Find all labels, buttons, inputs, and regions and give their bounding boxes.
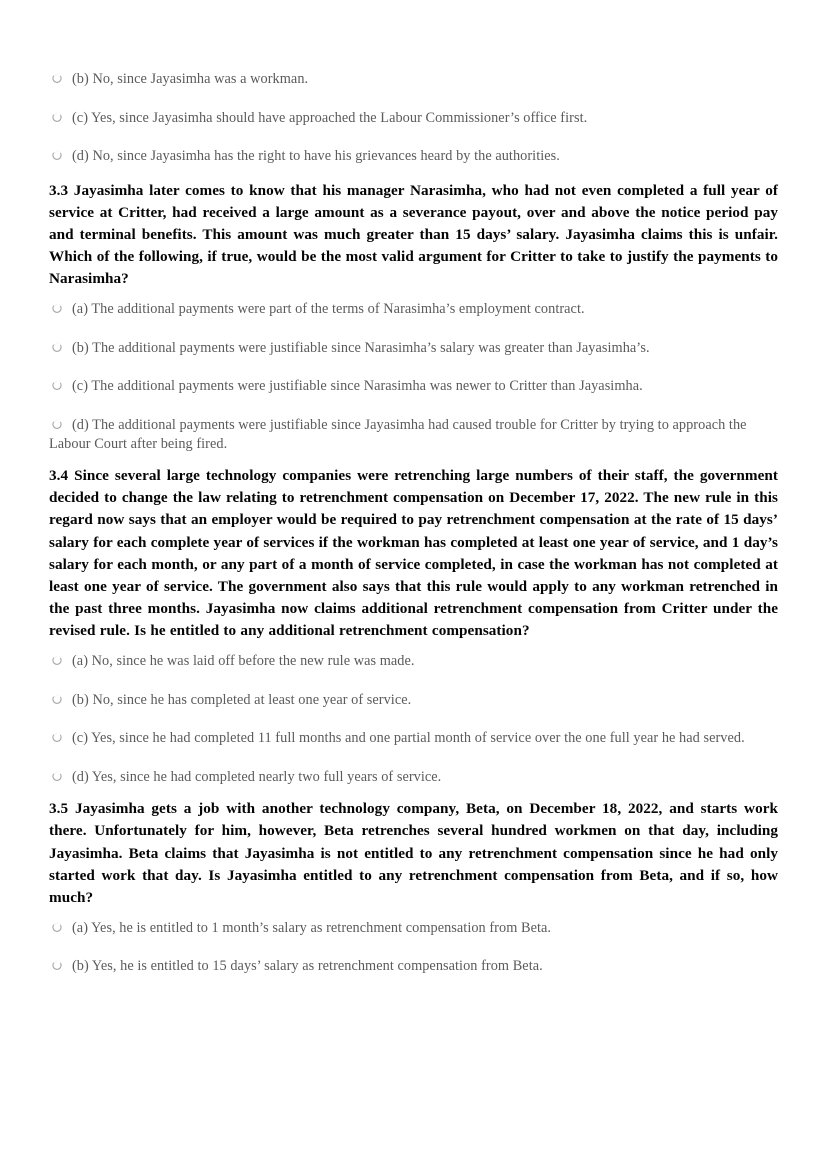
radio-button-icon[interactable] — [52, 70, 62, 80]
option-group-q35 — [49, 919, 778, 976]
option-row[interactable] — [49, 652, 778, 671]
radio-button-icon[interactable] — [52, 729, 62, 739]
spacer — [49, 748, 778, 768]
spacer — [49, 166, 778, 180]
option-row[interactable] — [49, 377, 778, 396]
option-group-q32 — [49, 70, 778, 166]
option-group-q34 — [49, 652, 778, 786]
page-content — [49, 70, 778, 976]
option-group-q33 — [49, 300, 778, 453]
option-label: (c) Yes, since he had completed 11 full months and one partial month of service over the one full year he had served. — [72, 730, 745, 747]
radio-button-icon[interactable] — [52, 377, 62, 387]
option-label: (a) No, since he was laid off before the new rule was made. — [72, 652, 415, 669]
spacer — [49, 937, 778, 957]
option-row[interactable] — [49, 109, 778, 128]
spacer — [49, 396, 778, 416]
option-label: (d) Yes, since he had completed nearly two full years of service. — [72, 768, 442, 785]
spacer — [49, 89, 778, 109]
radio-button-icon[interactable] — [52, 416, 62, 426]
option-label: (c) The additional payments were justifiable since Narasimha was newer to Critter than Jayasimha. — [72, 378, 643, 395]
radio-button-icon[interactable] — [52, 768, 62, 778]
option-row[interactable] — [49, 729, 778, 748]
option-label: (b) The additional payments were justifiable since Narasimha’s salary was greater than Jayasimha’s. — [72, 339, 650, 356]
option-label: (c) Yes, since Jayasimha should have approached the Labour Commissioner’s office first. — [72, 109, 588, 126]
radio-button-icon[interactable] — [52, 919, 62, 929]
radio-button-icon[interactable] — [52, 957, 62, 967]
option-label: (d) The additional payments were justifiable since Jayasimha had caused trouble for Critter by trying to approach the Labour Court after being fired. — [49, 417, 747, 452]
radio-button-icon[interactable] — [52, 339, 62, 349]
option-row[interactable] — [49, 339, 778, 358]
spacer — [49, 709, 778, 729]
spacer — [49, 671, 778, 691]
radio-button-icon[interactable] — [52, 691, 62, 701]
option-row[interactable] — [49, 416, 778, 453]
option-label: (a) The additional payments were part of the terms of Narasimha’s employment contract. — [72, 301, 585, 318]
spacer — [49, 357, 778, 377]
spacer — [49, 786, 778, 798]
question-3-4-text: 3.4 Since several large technology companies were retrenching large numbers of their staff, the government decided to change the law relating to retrenchment compensation on December 17, 2022. The new rule in this regard now says that an employer would be required to pay retrenchment compensation at the rate of 15 days’ salary for each complete year of services if the workman has completed at least one year of service, and 1 day’s salary for each month, or any part of a month of service completed, in case the workman has not completed at least one year of service. The government also says that this rule would apply to any workman retrenched in the past three months. Jayasimha now claims additional retrenchment compensation from Critter under the revised rule. Is he entitled to any additional retrenchment compensation? — [49, 467, 778, 639]
option-label: (b) No, since Jayasimha was a workman. — [72, 71, 309, 87]
option-row[interactable] — [49, 957, 778, 976]
option-row[interactable] — [49, 147, 778, 166]
spacer — [49, 319, 778, 339]
option-label: (b) Yes, he is entitled to 15 days’ salary as retrenchment compensation from Beta. — [72, 958, 543, 975]
radio-button-icon[interactable] — [52, 147, 62, 157]
option-row[interactable] — [49, 919, 778, 938]
spacer — [49, 453, 778, 465]
option-row[interactable] — [49, 691, 778, 710]
option-row[interactable] — [49, 768, 778, 787]
option-label: (d) No, since Jayasimha has the right to have his grievances heard by the authorities. — [72, 148, 560, 165]
radio-button-icon[interactable] — [52, 652, 62, 662]
option-label: (b) No, since he has completed at least one year of service. — [72, 691, 412, 708]
radio-button-icon[interactable] — [52, 300, 62, 310]
question-3-3-text: 3.3 Jayasimha later comes to know that his manager Narasimha, who had not even completed a full year of service at Critter, had received a large amount as a severance payout, over and above the notice period pay and terminal benefits. This amount was much greater than 15 days’ salary. Jayasimha claims this is unfair. Which of the following, if true, would be the most valid argument for Critter to take to justify the payments to Narasimha? — [49, 181, 778, 288]
option-row[interactable] — [49, 70, 778, 89]
spacer — [49, 127, 778, 147]
question-3-5-text: 3.5 Jayasimha gets a job with another technology company, Beta, on December 18, 2022, and starts work there. Unfortunately for him, however, Beta retrenches several hundred workmen on that day, including Jayasimha. Beta claims that Jayasimha is not entitled to any retrenchment compensation since he had only started work that day. Is Jayasimha entitled to any retrenchment compensation from Beta, and if so, how much? — [49, 800, 778, 906]
option-label: (a) Yes, he is entitled to 1 month’s salary as retrenchment compensation from Beta. — [72, 919, 552, 936]
option-row[interactable] — [49, 300, 778, 319]
radio-button-icon[interactable] — [52, 109, 62, 119]
